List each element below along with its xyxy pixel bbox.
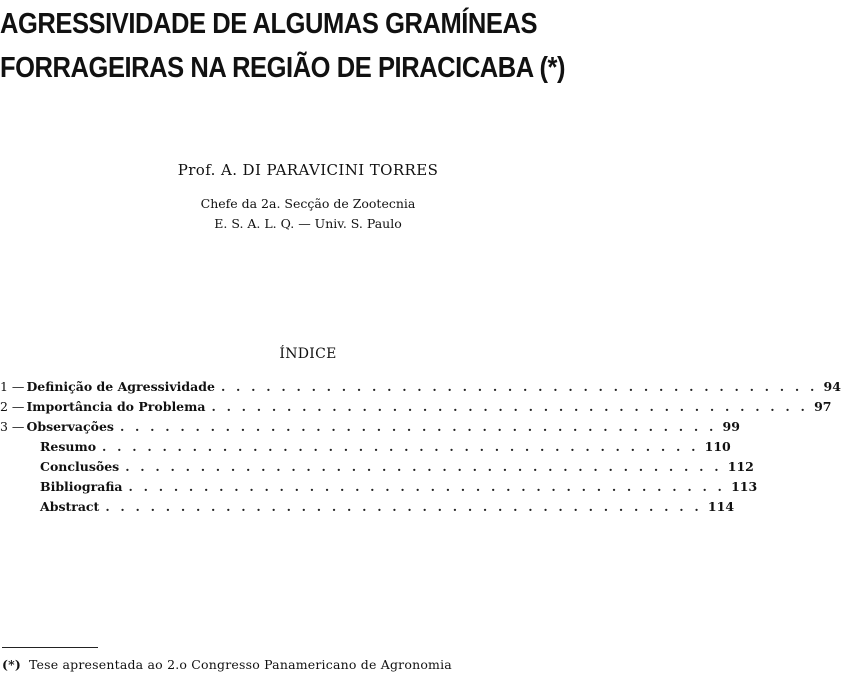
toc-entry: [0, 399, 832, 419]
document-title: [0, 2, 566, 90]
toc-entry-page: 99: [722, 419, 740, 434]
title-line-2: FORRAGEIRAS NA REGIÃO DE PIRACICABA (*): [0, 52, 566, 84]
toc-entry-page: 110: [704, 439, 731, 454]
toc-entry: [0, 459, 754, 479]
toc-leader-dots: . . . . . . . . . . . . . . . . . . . . . . . . . . . . . . . . . . . . . . . .: [119, 419, 717, 434]
toc-leader-dots: . . . . . . . . . . . . . . . . . . . . . . . . . . . . . . . . . . . . . . . .: [220, 379, 818, 394]
toc-entry-page: 114: [707, 499, 735, 514]
toc-entry-page: 113: [731, 479, 758, 494]
title-line-1: AGRESSIVIDADE DE ALGUMAS GRAMÍNEAS: [0, 8, 538, 40]
toc-entry: [0, 479, 758, 499]
toc-leader-dots: . . . . . . . . . . . . . . . . . . . . . . . . . . . . . . . . . . . . . . . .: [128, 479, 726, 494]
toc-entry-page: 94: [823, 379, 841, 394]
toc-entry-label: Abstract: [40, 499, 100, 514]
table-of-contents: [0, 379, 841, 519]
author-name: Prof. A. DI PARAVICINI TORRES: [177, 161, 439, 179]
footnote-separator: [2, 647, 98, 648]
toc-entry-label: Definição de Agressividade: [26, 379, 215, 394]
footnote-mark: (*): [2, 657, 21, 672]
toc-entry: [0, 439, 731, 459]
toc-entry-label: Bibliografia: [40, 479, 123, 494]
toc-entry-number: 1 —: [0, 379, 25, 394]
toc-leader-dots: . . . . . . . . . . . . . . . . . . . . . . . . . . . . . . . . . . . . . . . .: [211, 399, 809, 414]
toc-entry: [0, 419, 740, 439]
toc-entry-label: Observações: [26, 419, 114, 434]
toc-entry: [0, 379, 841, 399]
author-affiliation-line-1: Chefe da 2a. Secção de Zootecnia: [200, 196, 416, 211]
toc-entry-number: 3 —: [0, 419, 25, 434]
toc-entry-label: Resumo: [40, 439, 97, 454]
toc-entry: [0, 499, 735, 519]
toc-entry-label: Conclusões: [40, 459, 120, 474]
index-heading: ÍNDICE: [279, 346, 337, 362]
footnote: [2, 657, 452, 672]
author-affiliation-line-2: E. S. A. L. Q. — Univ. S. Paulo: [214, 216, 402, 231]
footnote-text: Tese apresentada ao 2.o Congresso Panamericano de Agronomia: [28, 657, 452, 672]
toc-leader-dots: . . . . . . . . . . . . . . . . . . . . . . . . . . . . . . . . . . . . . . . .: [105, 499, 702, 514]
toc-leader-dots: . . . . . . . . . . . . . . . . . . . . . . . . . . . . . . . . . . . . . . . .: [125, 459, 722, 474]
toc-entry-number: 2 —: [0, 399, 25, 414]
toc-entry-page: 97: [814, 399, 832, 414]
toc-entry-page: 112: [727, 459, 754, 474]
toc-leader-dots: . . . . . . . . . . . . . . . . . . . . . . . . . . . . . . . . . . . . . . . .: [102, 439, 699, 454]
toc-entry-label: Importância do Problema: [26, 399, 206, 414]
